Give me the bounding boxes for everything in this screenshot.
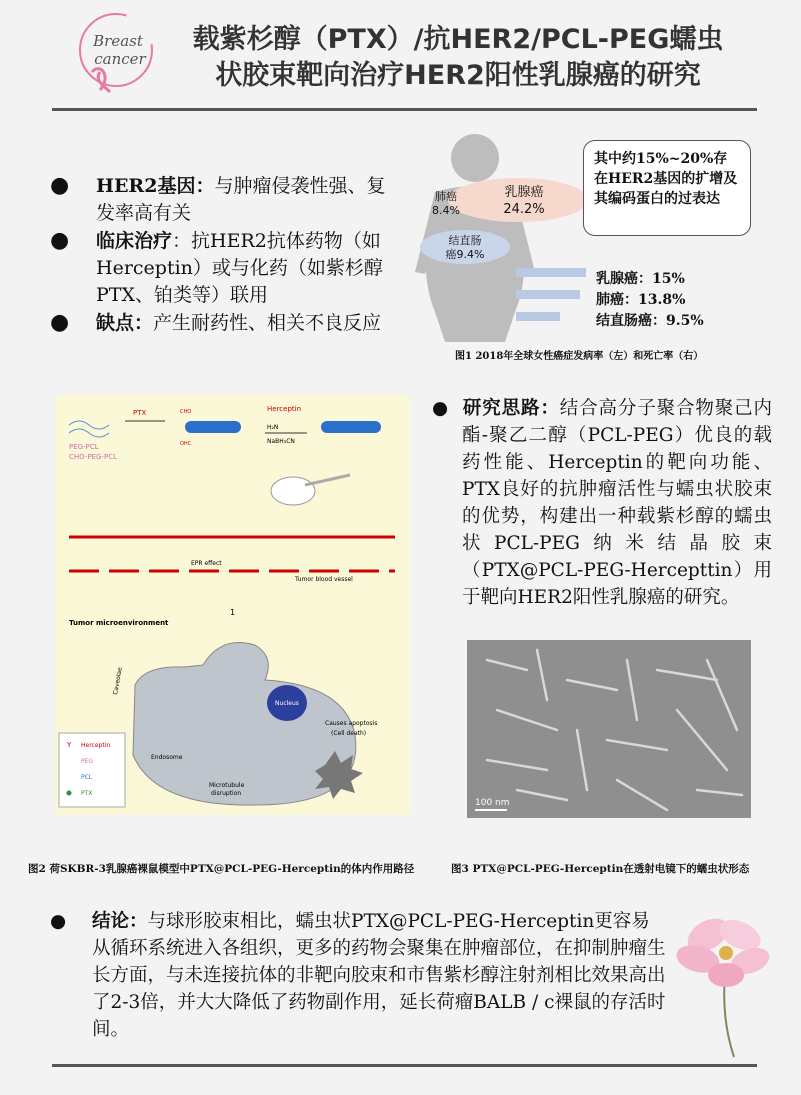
micelle-2 <box>321 421 381 433</box>
breast-cancer-logo <box>70 10 160 94</box>
footer-divider <box>52 1064 757 1067</box>
syringe <box>305 475 350 485</box>
herceptin-legend-icon: Y <box>67 741 72 749</box>
micelle-1 <box>185 421 241 433</box>
flower-icon <box>668 905 773 1060</box>
figure2-caption: 图2 荷SKBR-3乳腺癌裸鼠模型中PTX@PCL-PEG-Herceptin的体内作用路径 <box>28 863 415 875</box>
figure3-caption: 图3 PTX@PCL-PEG-Herceptin在透射电镜下的蠕虫状形态 <box>451 863 750 875</box>
bullet-treatment: ● 临床治疗：抗HER2抗体药物（如Herceptin）或与化药（如紫杉醇PTX、铂类等）联用 <box>50 228 383 306</box>
bullet-dot-icon: ● <box>50 911 67 932</box>
cho-peg-pcl-label: CHO-PEG-PCL <box>69 453 117 461</box>
intro-bullets <box>50 172 395 337</box>
head-shape <box>451 134 499 182</box>
colorectal-incidence: 结直肠 癌9.4% <box>445 234 485 261</box>
epr-label: EPR effect <box>191 560 222 567</box>
mortality-colorectal: 结直肠癌：9.5% <box>596 313 704 329</box>
mortality-bar-lung <box>516 290 580 299</box>
lung-incidence: 肺癌 8.4% <box>432 190 460 217</box>
apoptosis-label: Causes apoptosis <box>325 720 378 727</box>
bullet-drawback: ● 缺点：产生耐药性、相关不良反应 <box>50 310 382 335</box>
bullet-dot-icon: ● <box>432 398 449 419</box>
step-1: 1 <box>230 608 236 617</box>
peg-pcl-label: PEG-PCL <box>69 443 99 451</box>
bullet-dot-icon: ● <box>50 310 70 335</box>
bullet-dot-icon: ● <box>50 228 70 253</box>
svg-text:Breast: Breast <box>93 32 143 50</box>
figure3-tem-image <box>467 640 751 818</box>
figure2-schematic <box>55 395 410 815</box>
vessel-label: Tumor blood vessel <box>295 576 353 583</box>
ohc-label: OHC <box>180 441 192 447</box>
conclusion: ● 结论：与球形胶束相比，蠕虫状PTX@PCL-PEG-Herceptin更容易从循环系统进入各组织，更多的药物会聚集在肿瘤部位，在抑制肿瘤生长方面，与未连接抗体的非靶向胶束和市售紫杉醇注射剂相比效果高出了2-3倍，并大大降低了药物副作用，延长荷瘤BALB / c裸鼠的存活时间。 <box>50 908 668 1043</box>
herceptin-top-label: Herceptin <box>267 405 302 413</box>
endosome-label: Endosome <box>151 754 183 761</box>
bullet-dot-icon: ● <box>50 173 70 198</box>
cell-death-label: (Cell death) <box>331 730 367 737</box>
microtubule-label: Microtubule <box>209 782 245 789</box>
h2n-label: H₂N <box>267 424 279 431</box>
nucleus-label: Nucleus <box>275 700 299 707</box>
header-divider <box>52 108 757 111</box>
her2-callout: 其中约15%~20%存在HER2基因的扩增及其编码蛋白的过表达 <box>583 140 751 236</box>
cho-label: CHO <box>180 409 192 415</box>
mortality-lung: 肺癌：13.8% <box>596 292 686 308</box>
ptx-arrow-label: PTX <box>133 409 147 417</box>
legend-pcl: PCL <box>81 774 93 781</box>
title-line-1: 载紫杉醇（PTX）/抗HER2/PCL-PEG蠕虫 <box>192 24 724 55</box>
caveolae-label: Caveolae <box>112 666 124 696</box>
mortality-bar-breast <box>516 268 586 277</box>
disruption-label: disruption <box>211 790 242 797</box>
mortality-breast: 乳腺癌：15% <box>596 271 685 287</box>
mouse-shape <box>271 477 315 505</box>
title-line-2: 状胶束靶向治疗HER2阳性乳腺癌的研究 <box>215 60 701 91</box>
mortality-bar-colorectal <box>516 312 560 321</box>
legend-peg: PEG <box>81 758 94 765</box>
research-idea: ● 研究思路：结合高分子聚合物聚己内酯-聚乙二醇（PCL-PEG）优良的载药性能、Herceptin的靶向功能、PTX良好的抗肿瘤活性与蠕虫状胶束的优势，构建出一种载紫杉醇的蠕虫状PCL-PEG纳米结晶胶束（PTX@PCL-PEG-Hercepttin）用于靶向HER2阳性乳腺癌的研究。 <box>432 395 772 611</box>
legend-herceptin: Herceptin <box>81 742 111 749</box>
page-title <box>168 22 748 94</box>
svg-text:cancer: cancer <box>94 50 146 68</box>
ptx-legend-icon <box>67 791 72 796</box>
figure1-caption: 图1 2018年全球女性癌症发病率（左）和死亡率（右） <box>455 351 704 362</box>
scale-label: 100 nm <box>475 798 510 808</box>
bullet-her2: ● HER2基因：与肿瘤侵袭性强、复发率高有关 <box>50 173 386 224</box>
polymer-chains <box>69 421 109 437</box>
nabh3cn-label: NaBH₃CN <box>267 438 295 445</box>
breast-incidence: 乳腺癌 24.2% <box>503 185 545 217</box>
tumor-env-label: Tumor microenvironment <box>69 619 169 627</box>
legend-ptx: PTX <box>81 790 93 797</box>
